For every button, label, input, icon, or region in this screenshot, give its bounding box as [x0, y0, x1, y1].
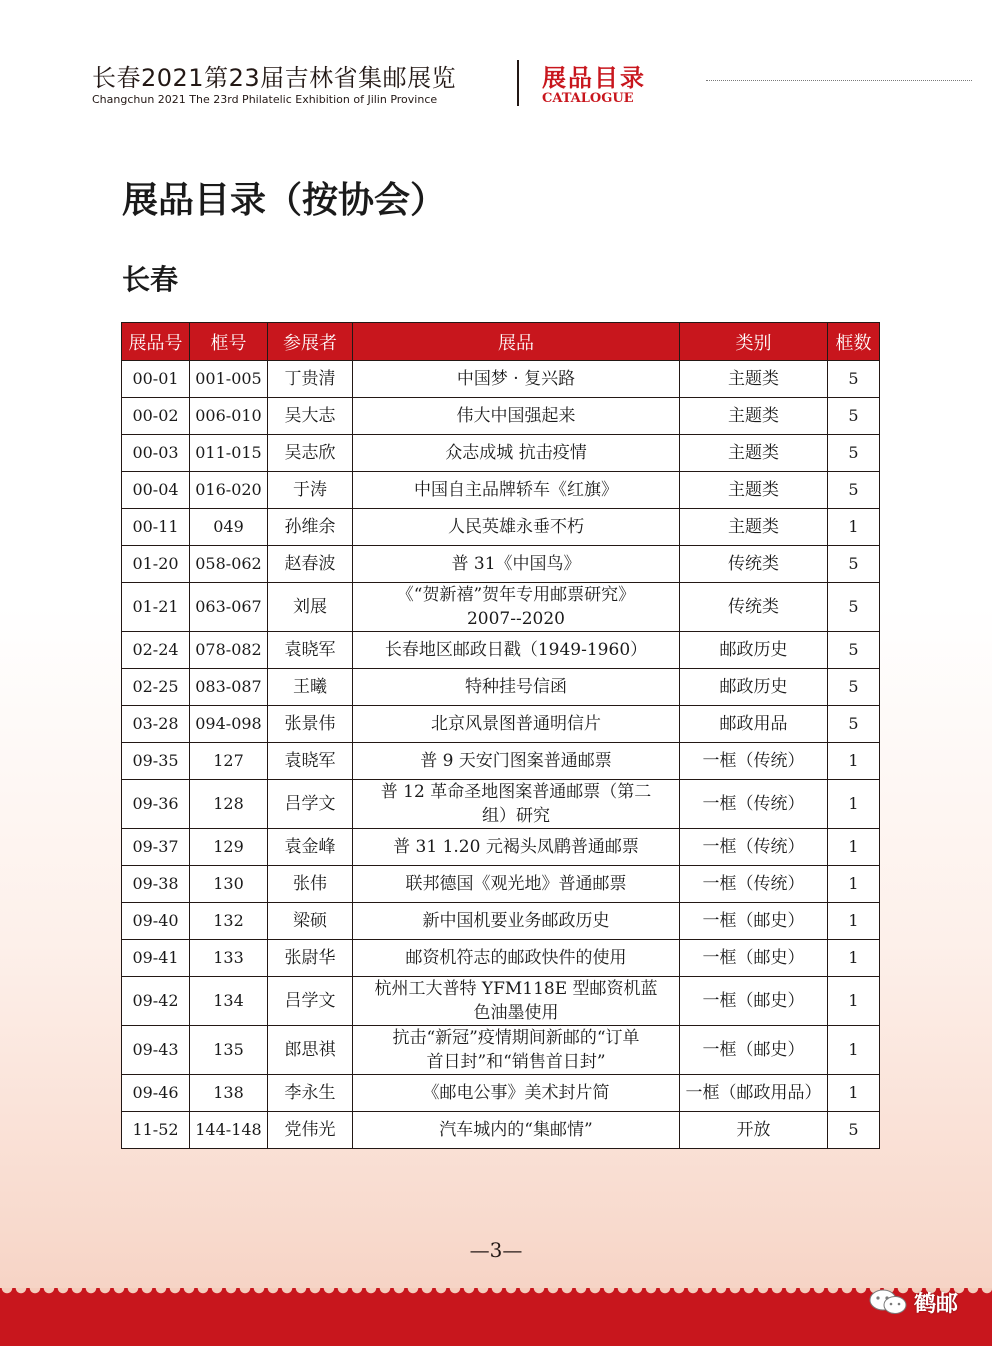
- brand-name: 鹤邮: [913, 1291, 958, 1317]
- cell-exhibit-no: 09-38: [122, 866, 190, 903]
- cell-frames: 1: [828, 977, 880, 1026]
- table-row: [122, 669, 880, 706]
- cell-frame-no: 001-005: [190, 361, 268, 398]
- cell-exhibit: 邮资机符志的邮政快件的使用: [353, 940, 680, 977]
- cell-exhibitor: 吕学文: [268, 977, 353, 1026]
- exhibit-line-2: 首日封”和“销售首日封”: [426, 1052, 606, 1072]
- cell-category: 一框（传统）: [680, 743, 828, 780]
- cell-frames: 1: [828, 509, 880, 546]
- cell-frames: 5: [828, 632, 880, 669]
- cell-frame-no: 006-010: [190, 398, 268, 435]
- catalog-table: [121, 322, 880, 1149]
- cell-category: 主题类: [680, 509, 828, 546]
- cell-category: 主题类: [680, 361, 828, 398]
- cell-exhibitor: 袁晓军: [268, 743, 353, 780]
- cell-exhibit-no: 02-25: [122, 669, 190, 706]
- cell-exhibit: 中国自主品牌轿车《红旗》: [353, 472, 680, 509]
- cell-exhibitor: 丁贵清: [268, 361, 353, 398]
- cell-frames: 5: [828, 361, 880, 398]
- table-header-row: [122, 323, 880, 361]
- cell-category: 邮政历史: [680, 632, 828, 669]
- cell-exhibitor: 袁晓军: [268, 632, 353, 669]
- cell-exhibit-no: 01-21: [122, 583, 190, 632]
- cell-frame-no: 138: [190, 1075, 268, 1112]
- cell-frame-no: 134: [190, 977, 268, 1026]
- cell-frame-no: 058-062: [190, 546, 268, 583]
- cell-category: 一框（传统）: [680, 780, 828, 829]
- cell-exhibit-no: 09-43: [122, 1026, 190, 1075]
- cell-category: 邮政用品: [680, 706, 828, 743]
- exhibit-line-1: 抗击“新冠”疫情期间新邮的“订单: [392, 1028, 640, 1048]
- table-row: [122, 435, 880, 472]
- cell-category: 主题类: [680, 472, 828, 509]
- cell-exhibit: 普 31《中国鸟》: [353, 546, 680, 583]
- column-header-exhibit: 展品: [353, 323, 680, 361]
- cell-exhibit: 汽车城内的“集邮情”: [353, 1112, 680, 1149]
- table-row: [122, 361, 880, 398]
- cell-frame-no: 128: [190, 780, 268, 829]
- cell-category: 主题类: [680, 435, 828, 472]
- cell-frame-no: 135: [190, 1026, 268, 1075]
- cell-exhibit-no: 00-11: [122, 509, 190, 546]
- cell-category: 传统类: [680, 583, 828, 632]
- cell-exhibit: [353, 977, 680, 1026]
- cell-exhibit-no: 11-52: [122, 1112, 190, 1149]
- cell-category: 一框（邮史）: [680, 1026, 828, 1075]
- exhibit-line-1: 《“贺新禧”贺年专用邮票研究》: [396, 585, 636, 605]
- event-subtitle: Changchun 2021 The 23rd Philatelic Exhibition of Jilin Province: [92, 93, 438, 106]
- cell-exhibitor: 王曦: [268, 669, 353, 706]
- cell-category: 主题类: [680, 398, 828, 435]
- page-header: [92, 58, 972, 110]
- cell-category: 传统类: [680, 546, 828, 583]
- cell-frames: 1: [828, 1075, 880, 1112]
- cell-exhibit: 北京风景图普通明信片: [353, 706, 680, 743]
- cell-frame-no: 078-082: [190, 632, 268, 669]
- exhibit-line-2: 色油墨使用: [473, 1003, 559, 1023]
- cell-exhibit: 新中国机要业务邮政历史: [353, 903, 680, 940]
- cell-exhibitor: 梁硕: [268, 903, 353, 940]
- cell-frames: 5: [828, 472, 880, 509]
- cell-exhibit: 《邮电公事》美术封片简: [353, 1075, 680, 1112]
- table-row: [122, 398, 880, 435]
- cell-exhibit-no: 09-36: [122, 780, 190, 829]
- cell-exhibit: 伟大中国强起来: [353, 398, 680, 435]
- cell-frame-no: 083-087: [190, 669, 268, 706]
- cell-frame-no: 063-067: [190, 583, 268, 632]
- table-row: [122, 632, 880, 669]
- table-row: [122, 546, 880, 583]
- table-row: [122, 1112, 880, 1149]
- cell-frames: 5: [828, 583, 880, 632]
- cell-category: 开放: [680, 1112, 828, 1149]
- cell-category: 一框（传统）: [680, 866, 828, 903]
- cell-exhibit-no: 00-03: [122, 435, 190, 472]
- wechat-icon: [868, 1288, 908, 1316]
- cell-exhibit-no: 09-46: [122, 1075, 190, 1112]
- event-title: 长春2021第23届吉林省集邮展览: [92, 64, 457, 92]
- table-row: [122, 706, 880, 743]
- cell-exhibit-no: 09-35: [122, 743, 190, 780]
- cell-exhibit: [353, 780, 680, 829]
- cell-exhibitor: 郎思祺: [268, 1026, 353, 1075]
- cell-frames: 1: [828, 743, 880, 780]
- cell-exhibit-no: 01-20: [122, 546, 190, 583]
- cell-exhibit: 联邦德国《观光地》普通邮票: [353, 866, 680, 903]
- cell-frames: 5: [828, 546, 880, 583]
- section-title: 长春: [122, 263, 179, 296]
- cell-frames: 5: [828, 398, 880, 435]
- cell-exhibitor: 袁金峰: [268, 829, 353, 866]
- cell-frames: 5: [828, 669, 880, 706]
- cell-category: 一框（邮史）: [680, 977, 828, 1026]
- cell-exhibitor: 吴大志: [268, 398, 353, 435]
- cell-exhibit: 中国梦 · 复兴路: [353, 361, 680, 398]
- cell-frames: 1: [828, 1026, 880, 1075]
- cell-frames: 5: [828, 706, 880, 743]
- page-title: 展品目录（按协会）: [122, 179, 447, 221]
- table-row: [122, 780, 880, 829]
- table-row: [122, 743, 880, 780]
- page-number: —3—: [469, 1238, 523, 1262]
- cell-exhibit: 普 9 天安门图案普通邮票: [353, 743, 680, 780]
- column-header-exhibit-no: 展品号: [122, 323, 190, 361]
- cell-exhibitor: 刘展: [268, 583, 353, 632]
- cell-frames: 1: [828, 940, 880, 977]
- cell-exhibit-no: 00-01: [122, 361, 190, 398]
- table-row: [122, 583, 880, 632]
- cell-exhibit: 长春地区邮政日戳（1949-1960）: [353, 632, 680, 669]
- column-header-frame-no: 框号: [190, 323, 268, 361]
- column-header-frames: 框数: [828, 323, 880, 361]
- table-row: [122, 1075, 880, 1112]
- table-body: [122, 361, 880, 1149]
- cell-exhibit: [353, 583, 680, 632]
- exhibit-line-2: 2007--2020: [466, 609, 565, 629]
- cell-exhibitor: 张伟: [268, 866, 353, 903]
- cell-frames: 1: [828, 903, 880, 940]
- cell-exhibitor: 孙维余: [268, 509, 353, 546]
- cell-exhibit-no: 00-02: [122, 398, 190, 435]
- cell-exhibit-no: 02-24: [122, 632, 190, 669]
- catalogue-title-en: CATALOGUE: [542, 91, 634, 106]
- cell-frames: 5: [828, 1112, 880, 1149]
- cell-exhibit: 特种挂号信函: [353, 669, 680, 706]
- cell-frame-no: 016-020: [190, 472, 268, 509]
- cell-exhibit-no: 09-41: [122, 940, 190, 977]
- cell-frame-no: 133: [190, 940, 268, 977]
- header-divider: [517, 60, 519, 106]
- cell-exhibit-no: 09-37: [122, 829, 190, 866]
- exhibit-line-1: 杭州工大普特 YFM118E 型邮资机蓝: [374, 979, 658, 999]
- cell-frame-no: 094-098: [190, 706, 268, 743]
- cell-frame-no: 144-148: [190, 1112, 268, 1149]
- cell-frame-no: 132: [190, 903, 268, 940]
- cell-exhibit-no: 09-40: [122, 903, 190, 940]
- table-row: [122, 509, 880, 546]
- cell-frame-no: 129: [190, 829, 268, 866]
- cell-category: 一框（邮政用品）: [680, 1075, 828, 1112]
- catalogue-title-cn: 展品目录: [542, 63, 646, 92]
- cell-exhibitor: 张景伟: [268, 706, 353, 743]
- table-row: [122, 903, 880, 940]
- cell-category: 邮政历史: [680, 669, 828, 706]
- cell-exhibitor: 张尉华: [268, 940, 353, 977]
- cell-exhibit: 众志成城 抗击疫情: [353, 435, 680, 472]
- cell-exhibit-no: 03-28: [122, 706, 190, 743]
- cell-exhibitor: 于涛: [268, 472, 353, 509]
- cell-category: 一框（邮史）: [680, 903, 828, 940]
- table-row: [122, 977, 880, 1026]
- cell-frame-no: 011-015: [190, 435, 268, 472]
- cell-exhibitor: 赵春波: [268, 546, 353, 583]
- exhibit-line-2: 组）研究: [482, 806, 550, 826]
- column-header-category: 类别: [680, 323, 828, 361]
- cell-exhibit: 人民英雄永垂不朽: [353, 509, 680, 546]
- cell-frames: 1: [828, 829, 880, 866]
- cell-frames: 5: [828, 435, 880, 472]
- bottom-band: [0, 1288, 992, 1346]
- cell-exhibit: 普 31 1.20 元褐头凤鹛普通邮票: [353, 829, 680, 866]
- cell-exhibit: [353, 1026, 680, 1075]
- table-row: [122, 866, 880, 903]
- cell-frame-no: 130: [190, 866, 268, 903]
- cell-category: 一框（传统）: [680, 829, 828, 866]
- cell-category: 一框（邮史）: [680, 940, 828, 977]
- watermark: [868, 1287, 958, 1317]
- cell-frame-no: 127: [190, 743, 268, 780]
- cell-exhibitor: 吴志欣: [268, 435, 353, 472]
- table-row: [122, 829, 880, 866]
- cell-frames: 1: [828, 866, 880, 903]
- cell-exhibit-no: 09-42: [122, 977, 190, 1026]
- table-row: [122, 940, 880, 977]
- table-row: [122, 472, 880, 509]
- cell-exhibitor: 李永生: [268, 1075, 353, 1112]
- cell-frame-no: 049: [190, 509, 268, 546]
- cell-frames: 1: [828, 780, 880, 829]
- cell-exhibitor: 党伟光: [268, 1112, 353, 1149]
- cell-exhibit-no: 00-04: [122, 472, 190, 509]
- dotted-rule: [706, 80, 972, 81]
- cell-exhibitor: 吕学文: [268, 780, 353, 829]
- exhibit-line-1: 普 12 革命圣地图案普通邮票（第二: [380, 782, 652, 802]
- table-row: [122, 1026, 880, 1075]
- column-header-exhibitor: 参展者: [268, 323, 353, 361]
